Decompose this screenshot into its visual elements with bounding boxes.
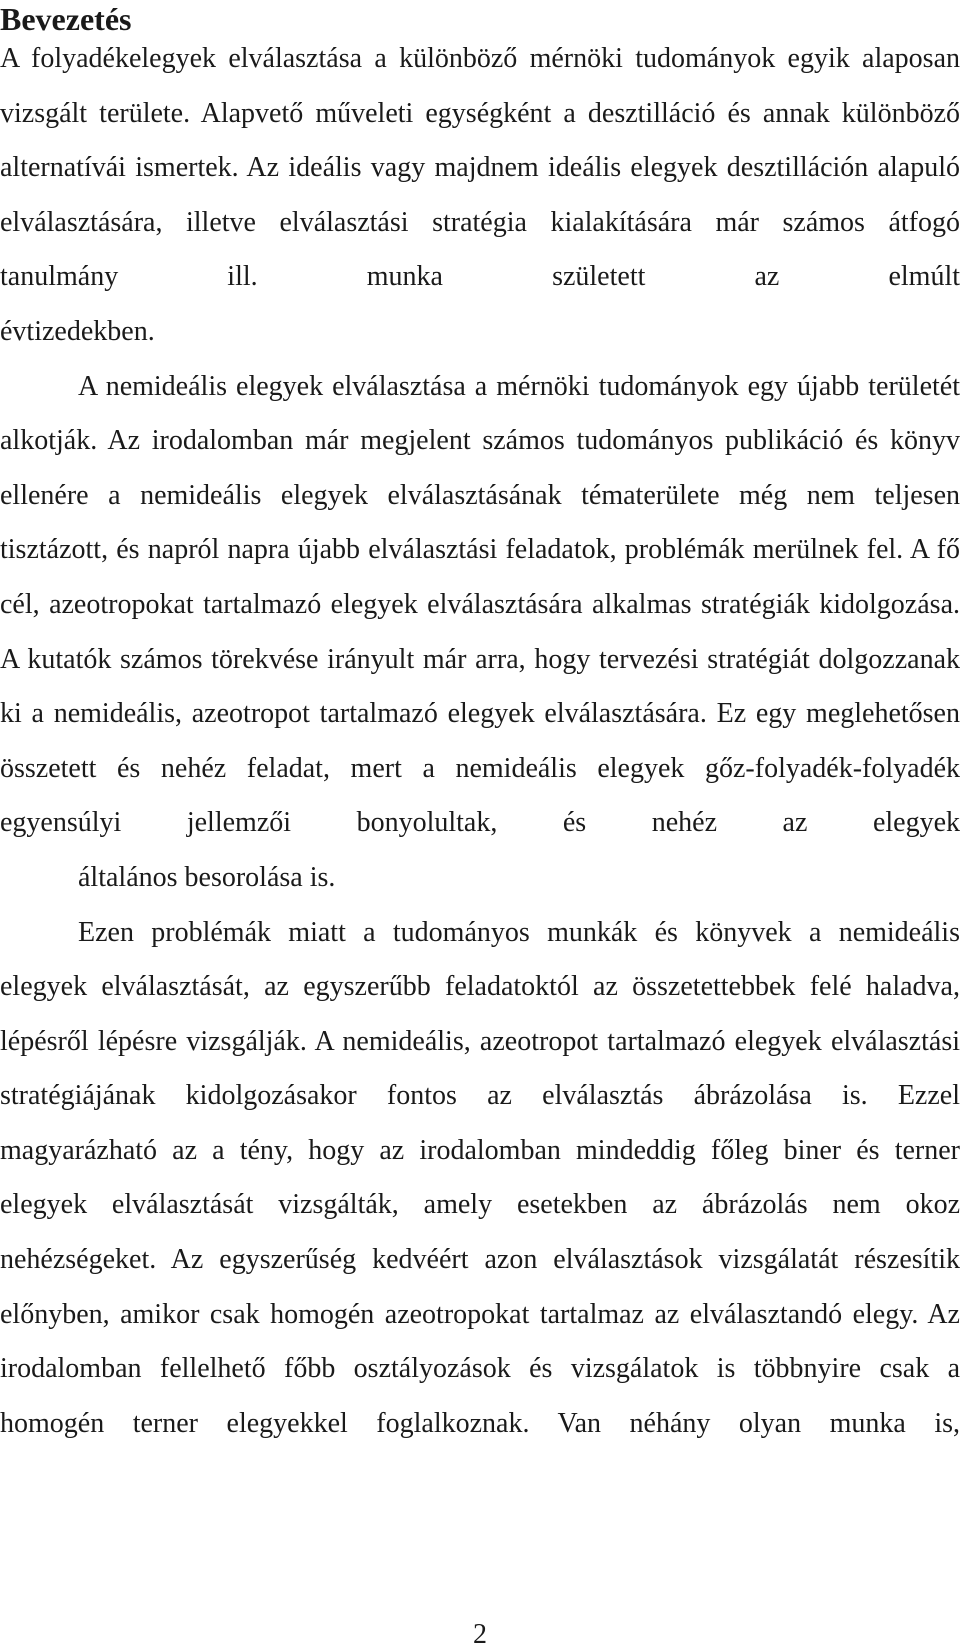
paragraph-3-text: Ezen problémák miatt a tudományos munkák és könyvek a nemideális elegyek elválasztását, az egyszerűbb feladatoktól az összetettebbek felé haladva, lépésről lépésre vizsgálják. A nemideális, azeotropot tartalmazó elegyek elválasztási stratégiájának kidolgozásakor fontos az elválasztás ábrázolása is. Ezzel magyarázható az a tény, hogy az irodalomban mindeddig főleg biner és terner elegyek elválasztását vizsgálták, amely esetekben az ábrázolás nem okoz nehézségeket. Az egyszerűség kedvéért azon elválasztások vizsgálatát részesítik előnyben, amikor csak homogén azeotropokat tartalmaz az elválasztandó elegy. Az irodalomban fellelhető főbb osztályozások és vizsgálatok is többnyire csak a homogén terner elegyekkel foglalkoznak. Van néhány olyan munka is, [0, 916, 960, 1439]
paragraph-3 [0, 906, 960, 1452]
section-heading: Bevezetés [0, 1, 132, 37]
paragraph-1-last-line: évtizedekben. [0, 315, 155, 347]
page-number: 2 [473, 1619, 487, 1650]
paragraph-1 [0, 32, 960, 360]
paragraph-1-text: A folyadékelegyek elválasztása a különböző mérnöki tudományok egyik alaposan vizsgált területe. Alapvető műveleti egységként a desztilláció és annak különböző alternatívái ismertek. Az ideális vagy majdnem ideális elegyek desztilláción alapuló elválasztására, illetve elválasztási stratégia kialakítására már számos átfogó tanulmány ill. munka született az elmúlt [0, 43, 960, 293]
paragraph-2-text: A nemideális elegyek elválasztása a mérnöki tudományok egy újabb területét alkotják. Az irodalomban már megjelent számos tudományos publikáció és könyv ellenére a nemideális elegyek elválasztásának tématerülete még nem teljesen tisztázott, és napról napra újabb elválasztási feladatok, problémák merülnek fel. A fő cél, azeotropokat tartalmazó elegyek elválasztására alkalmas stratégiák kidolgozása. A kutatók számos törekvése irányult már arra, hogy tervezési stratégiát dolgozzanak ki a nemideális, azeotropot tartalmazó elegyek elválasztására. Ez egy meglehetősen összetett és nehéz feladat, mert a nemideális elegyek gőz-folyadék-folyadék egyensúlyi jellemzői bonyolultak, és nehéz az elegyek [0, 370, 960, 839]
paragraph-2-last-line: általános besorolása is. [78, 861, 336, 893]
body-text [0, 32, 960, 1451]
paragraph-2 [0, 360, 960, 906]
